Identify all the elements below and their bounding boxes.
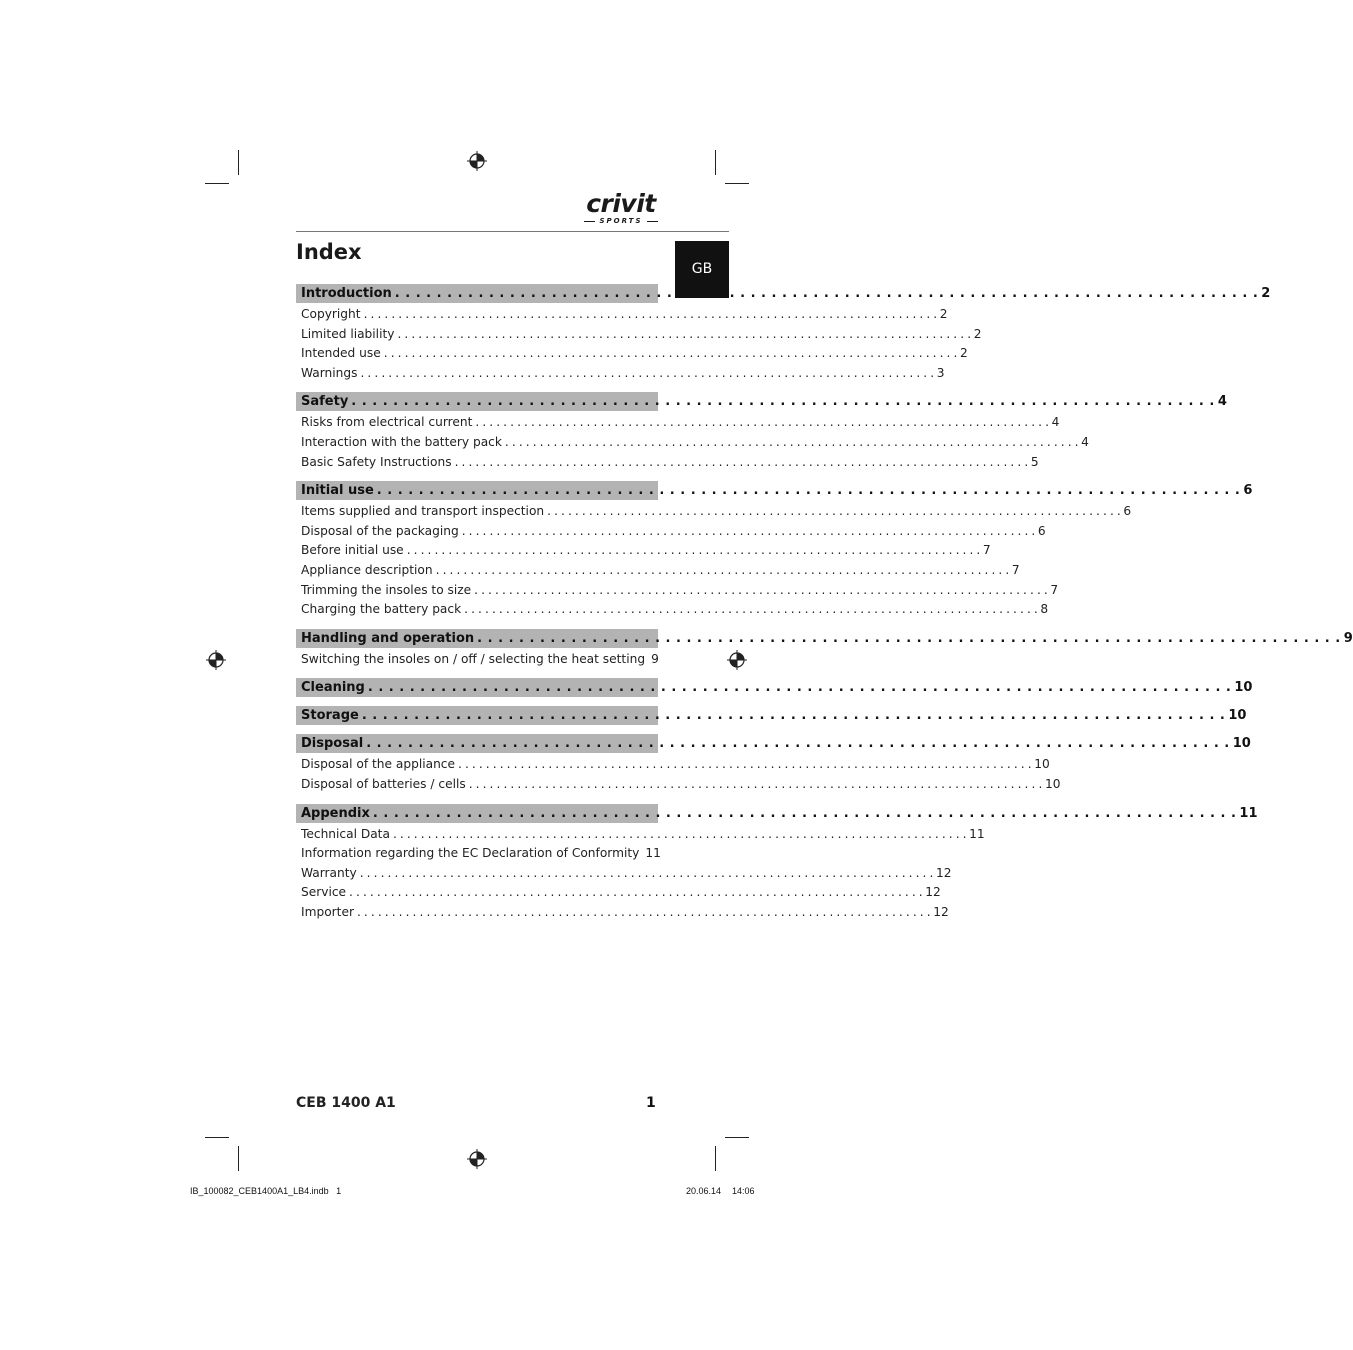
registration-mark-left-icon <box>206 650 226 670</box>
toc-entry[interactable] <box>296 581 1059 601</box>
toc-entry-label: Warranty <box>301 865 357 880</box>
toc-entry-label: Technical Data <box>301 826 390 841</box>
toc-section-heading[interactable] <box>296 804 1258 823</box>
toc-entry[interactable] <box>296 775 1061 795</box>
toc-section-heading[interactable] <box>296 706 1247 725</box>
table-of-contents <box>296 284 1353 931</box>
toc-section-page: 11 <box>1239 805 1258 821</box>
toc-section <box>296 678 1253 697</box>
toc-leader-dots <box>351 392 1215 411</box>
toc-entry[interactable] <box>296 650 658 670</box>
toc-entry-label: Switching the insoles on / off / selecting the heat setting <box>301 651 646 666</box>
toc-leader-dots <box>464 600 1037 620</box>
toc-section-title: Initial use <box>301 483 374 499</box>
footer-model-number: CEB 1400 A1 <box>296 1095 396 1111</box>
toc-entry[interactable] <box>296 453 1039 473</box>
toc-leader-dots <box>395 284 1259 303</box>
toc-leader-dots <box>377 481 1241 500</box>
toc-entry-page: 5 <box>1030 454 1039 469</box>
toc-section-title: Cleaning <box>301 680 365 696</box>
toc-leader-dots <box>349 883 922 903</box>
toc-entry-label: Charging the battery pack <box>301 602 462 617</box>
toc-section-heading[interactable] <box>296 392 1227 411</box>
toc-leader-dots <box>393 825 966 845</box>
toc-entry-label: Information regarding the EC Declaration of Conformity <box>301 846 640 861</box>
toc-entry[interactable] <box>296 325 982 345</box>
toc-section-heading[interactable] <box>296 481 1253 500</box>
toc-entry-label: Trimming the insoles to size <box>301 582 472 597</box>
toc-section-page: 4 <box>1217 394 1227 410</box>
toc-section <box>296 392 1227 472</box>
toc-entry[interactable] <box>296 541 991 561</box>
toc-entry-label: Disposal of the appliance <box>301 757 455 772</box>
crop-mark-bottom-right-vertical <box>715 1146 716 1171</box>
toc-entry-label: Copyright <box>301 307 361 321</box>
slug-file: IB_100082_CEB1400A1_LB4.indb 1 <box>190 1186 342 1196</box>
toc-entry-page: 7 <box>1011 562 1020 577</box>
slug-date: 20.06.14 <box>686 1186 722 1196</box>
brand-logo <box>583 191 659 229</box>
toc-entry-page: 7 <box>982 543 991 558</box>
toc-entry[interactable] <box>296 522 1046 542</box>
toc-section-title: Appendix <box>301 805 370 821</box>
toc-entry-page: 4 <box>1051 415 1060 430</box>
toc-leader-dots <box>475 413 1048 433</box>
toc-section-page: 10 <box>1232 736 1251 752</box>
toc-entry-page: 11 <box>969 826 985 841</box>
toc-section <box>296 481 1253 620</box>
toc-leader-dots <box>505 433 1078 453</box>
toc-entry[interactable] <box>296 755 1050 775</box>
registration-mark-top-icon <box>467 151 487 171</box>
header-rule <box>296 231 729 232</box>
toc-entry-label: Disposal of the packaging <box>301 523 459 538</box>
toc-entry-page: 4 <box>1081 434 1089 449</box>
toc-section-page: 6 <box>1243 483 1253 499</box>
toc-entry[interactable] <box>296 502 1132 522</box>
toc-entry[interactable] <box>296 825 985 845</box>
toc-entry-page: 12 <box>933 904 949 919</box>
toc-leader-dots <box>366 734 1230 753</box>
toc-entry-page: 10 <box>1044 776 1061 791</box>
toc-section-page: 10 <box>1234 680 1253 696</box>
toc-section-heading[interactable] <box>296 629 1353 648</box>
toc-entry-label: Disposal of batteries / cells <box>301 776 466 791</box>
toc-entry-page: 12 <box>935 865 952 880</box>
toc-leader-dots <box>455 453 1028 473</box>
toc-entry-page: 7 <box>1050 582 1059 597</box>
crop-mark-top-right-vertical <box>715 150 716 175</box>
toc-section-page: 9 <box>1343 630 1353 646</box>
toc-entry-label: Service <box>301 885 347 900</box>
toc-leader-dots <box>469 775 1042 795</box>
toc-leader-dots <box>407 541 980 561</box>
toc-section-heading[interactable] <box>296 284 1271 303</box>
footer-page-number: 1 <box>646 1095 656 1111</box>
toc-entry[interactable] <box>296 903 949 923</box>
language-tab: GB <box>675 241 729 298</box>
crop-mark-bottom-right-horizontal <box>725 1137 749 1138</box>
slug-time: 14:06 <box>732 1186 755 1196</box>
toc-entry-label: Before initial use <box>301 543 404 558</box>
toc-leader-dots <box>360 364 933 384</box>
toc-entry[interactable] <box>296 413 1060 433</box>
toc-entry[interactable] <box>296 433 1089 453</box>
toc-entry[interactable] <box>296 600 1049 620</box>
crop-mark-bottom-left-horizontal <box>205 1137 229 1138</box>
toc-entry-page: 9 <box>651 651 659 666</box>
toc-leader-dots <box>397 325 970 345</box>
toc-entry[interactable] <box>296 305 948 325</box>
toc-entry-page: 2 <box>939 307 948 321</box>
toc-entry-page: 3 <box>936 365 945 380</box>
toc-entry-page: 6 <box>1123 504 1132 519</box>
toc-section-title: Storage <box>301 708 359 724</box>
toc-entry[interactable] <box>296 864 952 884</box>
toc-section-heading[interactable] <box>296 734 1251 753</box>
toc-entry[interactable] <box>296 364 945 384</box>
toc-leader-dots <box>373 804 1237 823</box>
toc-leader-dots <box>368 678 1232 697</box>
toc-section <box>296 804 1258 923</box>
toc-entry-label: Items supplied and transport inspection <box>301 504 545 519</box>
brand-name: crivit <box>586 189 656 218</box>
toc-leader-dots <box>474 581 1047 601</box>
toc-entry[interactable] <box>296 344 968 364</box>
brand-tagline: SPORTS <box>583 217 659 226</box>
toc-entry-label: Limited liability <box>301 326 395 341</box>
toc-entry-label: Risks from electrical current <box>301 415 473 430</box>
toc-entry-label: Intended use <box>301 346 381 361</box>
toc-entry-page: 6 <box>1037 523 1046 538</box>
toc-entry-label: Interaction with the battery pack <box>301 434 502 449</box>
toc-section-page: 10 <box>1228 708 1247 724</box>
toc-section-heading[interactable] <box>296 678 1253 697</box>
registration-mark-right-icon <box>727 650 747 670</box>
toc-entry-page: 2 <box>959 346 968 361</box>
toc-entry[interactable] <box>296 844 661 864</box>
toc-entry-page: 2 <box>973 326 982 341</box>
page-title: Index <box>296 240 362 264</box>
toc-section <box>296 706 1247 725</box>
toc-section <box>296 734 1251 794</box>
toc-leader-dots <box>436 561 1009 581</box>
toc-leader-dots <box>477 629 1341 648</box>
toc-entry-label: Basic Safety Instructions <box>301 454 452 469</box>
toc-section <box>296 629 1353 670</box>
toc-entry-label: Importer <box>301 904 354 919</box>
toc-section-title: Introduction <box>301 286 392 301</box>
toc-entry[interactable] <box>296 883 941 903</box>
toc-leader-dots <box>357 903 930 923</box>
toc-leader-dots <box>462 522 1035 542</box>
toc-section-title: Safety <box>301 394 349 410</box>
toc-entry-label: Warnings <box>301 365 358 380</box>
toc-section-title: Disposal <box>301 736 364 752</box>
toc-leader-dots <box>364 305 937 325</box>
crop-mark-bottom-left-vertical <box>238 1146 239 1171</box>
toc-entry[interactable] <box>296 561 1020 581</box>
toc-leader-dots <box>547 502 1120 522</box>
crop-mark-top-left-horizontal <box>205 183 229 184</box>
toc-entry-page: 8 <box>1040 602 1049 617</box>
registration-mark-bottom-icon <box>467 1149 487 1169</box>
toc-section <box>296 284 1271 383</box>
toc-leader-dots <box>384 344 957 364</box>
crop-mark-top-right-horizontal <box>725 183 749 184</box>
crop-mark-top-left-vertical <box>238 150 239 175</box>
toc-entry-page: 12 <box>925 885 941 900</box>
toc-leader-dots <box>360 864 933 884</box>
toc-section-title: Handling and operation <box>301 630 475 646</box>
toc-leader-dots <box>458 755 1031 775</box>
toc-section-page: 2 <box>1261 286 1271 301</box>
toc-entry-label: Appliance description <box>301 562 433 577</box>
toc-entry-page: 11 <box>645 846 661 861</box>
toc-entry-page: 10 <box>1034 757 1050 772</box>
toc-leader-dots <box>362 706 1226 725</box>
